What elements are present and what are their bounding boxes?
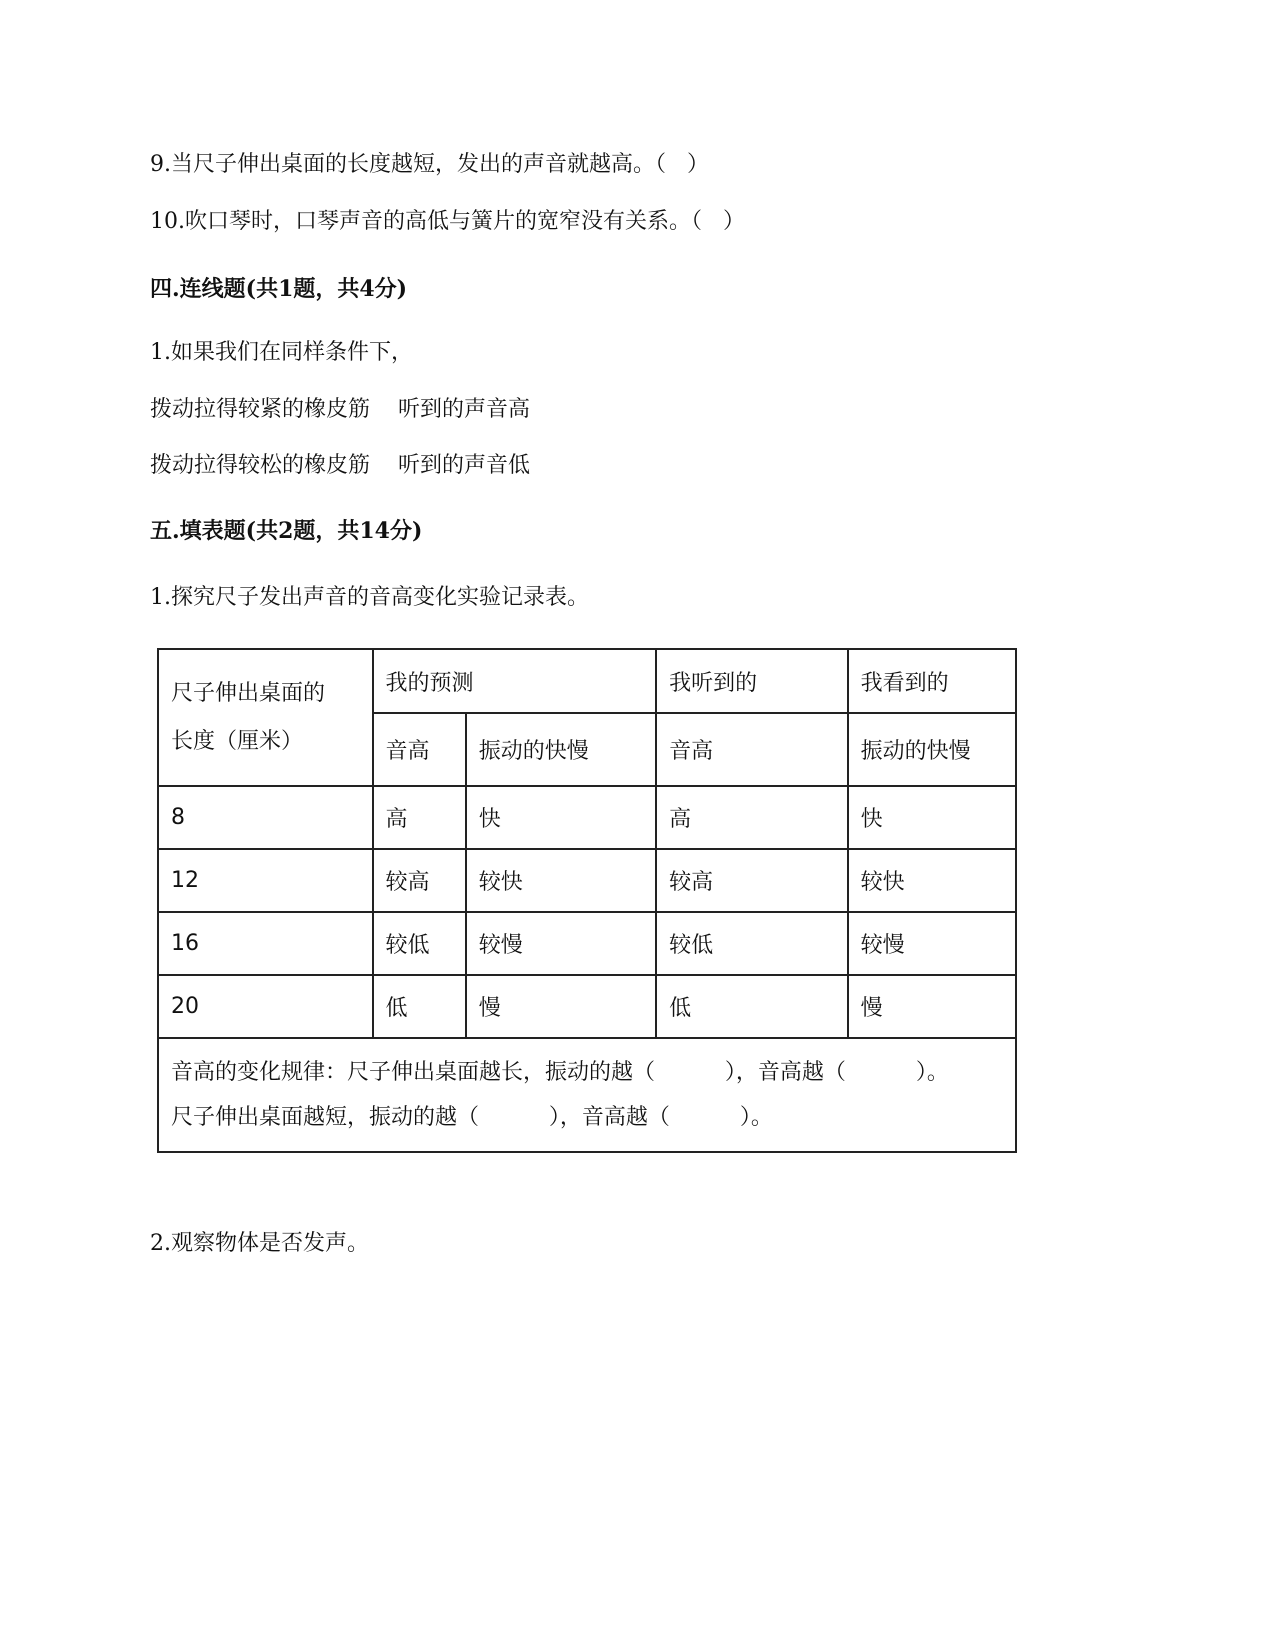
cell-heard-pitch: 低: [656, 975, 847, 1038]
header-length-line1: 尺子伸出桌面的: [171, 680, 326, 706]
matching-row-2: 拨动拉得较松的橡皮筋 听到的声音低: [150, 453, 530, 478]
cell-heard-pitch: 较高: [656, 849, 847, 912]
cell-length: 16: [158, 912, 373, 975]
matching-row-1: 拨动拉得较紧的橡皮筋 听到的声音高: [150, 397, 530, 422]
header-length: [158, 649, 373, 786]
cell-predicted-vibration: 较快: [466, 849, 656, 912]
question-9: 9.当尺子伸出桌面的长度越短，发出的声音就越高。（ ）: [150, 152, 709, 177]
table-row: [158, 912, 1016, 975]
cell-heard-pitch: 高: [656, 786, 847, 849]
cell-heard-pitch: 较低: [656, 912, 847, 975]
cell-length: 20: [158, 975, 373, 1038]
cell-seen-vibration: 快: [848, 786, 1016, 849]
table-row: [158, 849, 1016, 912]
pitch-rule-line-2: 尺子伸出桌面越短，振动的越（ ），音高越（ ）。: [171, 1105, 773, 1130]
experiment-record-table: [157, 648, 1017, 1153]
subheader-pitch-heard: 音高: [656, 713, 847, 786]
cell-seen-vibration: 慢: [848, 975, 1016, 1038]
matching-question-1: 1.如果我们在同样条件下，: [150, 340, 413, 365]
header-my-prediction: 我的预测: [373, 649, 657, 713]
cell-seen-vibration: 较快: [848, 849, 1016, 912]
header-what-i-saw: 我看到的: [848, 649, 1016, 713]
table-row: [158, 786, 1016, 849]
subheader-vibration: 振动的快慢: [466, 713, 656, 786]
cell-length: 8: [158, 786, 373, 849]
table-question-2: 2.观察物体是否发声。: [150, 1231, 369, 1256]
cell-predicted-pitch: 低: [373, 975, 466, 1038]
table-row: [158, 975, 1016, 1038]
pitch-rule-footer: [158, 1038, 1016, 1152]
section-4-heading: 四.连线题(共1题，共4分): [150, 276, 408, 302]
cell-seen-vibration: 较慢: [848, 912, 1016, 975]
cell-predicted-pitch: 较低: [373, 912, 466, 975]
cell-predicted-pitch: 高: [373, 786, 466, 849]
header-length-line2: 长度（厘米）: [171, 728, 304, 754]
header-what-i-heard: 我听到的: [656, 649, 847, 713]
cell-predicted-vibration: 慢: [466, 975, 656, 1038]
cell-predicted-vibration: 快: [466, 786, 656, 849]
question-10: 10.吹口琴时，口琴声音的高低与簧片的宽窄没有关系。（ ）: [150, 209, 745, 234]
table-question-1: 1.探究尺子发出声音的音高变化实验记录表。: [150, 585, 589, 610]
cell-length: 12: [158, 849, 373, 912]
cell-predicted-pitch: 较高: [373, 849, 466, 912]
section-5-heading: 五.填表题(共2题，共14分): [150, 518, 423, 544]
subheader-vibration-seen: 振动的快慢: [848, 713, 1016, 786]
pitch-rule-line-1: 音高的变化规律：尺子伸出桌面越长，振动的越（ ），音高越（ ）。: [171, 1060, 949, 1085]
cell-predicted-vibration: 较慢: [466, 912, 656, 975]
subheader-pitch: 音高: [373, 713, 466, 786]
